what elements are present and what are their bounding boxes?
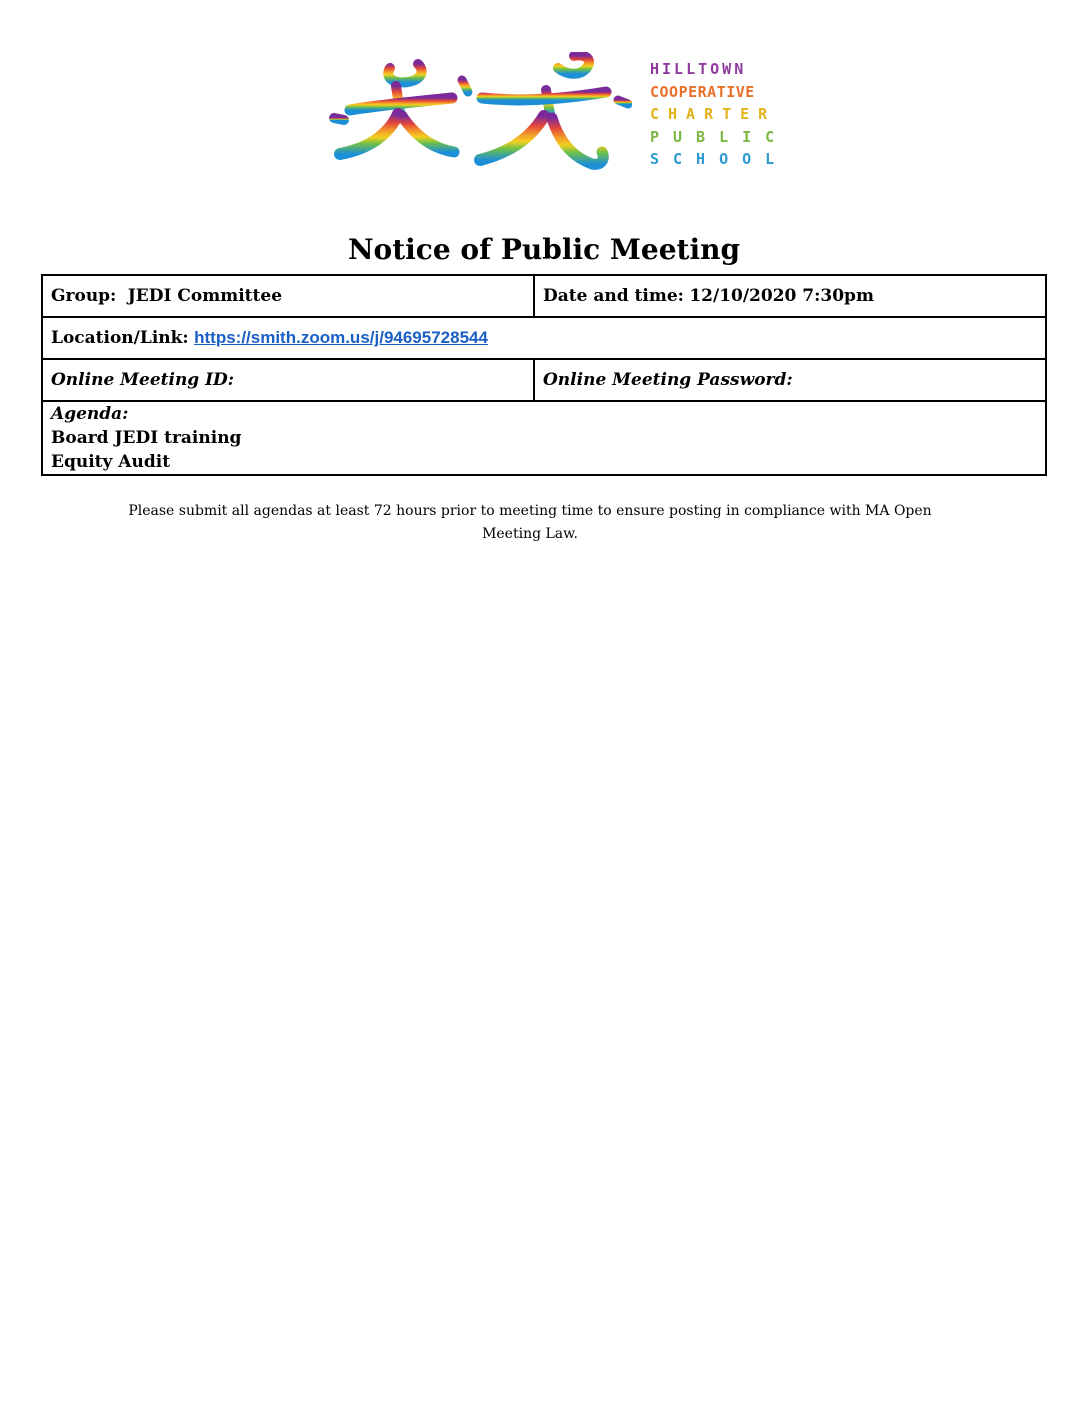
school-name xyxy=(650,58,800,171)
two-dancing-figures-logo xyxy=(322,52,632,180)
school-logo xyxy=(322,52,792,180)
table-row xyxy=(42,359,1046,401)
submission-note: Please submit all agendas at least 72 hours prior to meeting time to ensure posting in compliance with MA Open Meeting Law. xyxy=(128,503,932,542)
logo-line-public: PUBLIC xyxy=(650,127,789,146)
table-row xyxy=(42,401,1046,475)
meeting-id-label: Online Meeting ID: xyxy=(51,370,235,390)
agenda-item: Board JEDI training xyxy=(51,428,242,448)
agenda-item: Equity Audit xyxy=(51,452,171,472)
location-label: Location/Link: xyxy=(51,328,189,348)
datetime-label: Date and time: xyxy=(543,286,684,306)
datetime-cell xyxy=(534,275,1046,317)
zoom-meeting-link[interactable]: https://smith.zoom.us/j/94695728544 xyxy=(194,328,488,347)
location-cell xyxy=(42,317,1046,359)
group-cell xyxy=(42,275,534,317)
table-row xyxy=(42,317,1046,359)
meeting-id-cell xyxy=(42,359,534,401)
logo-line-hilltown: HILLTOWN xyxy=(650,60,747,78)
meeting-password-label: Online Meeting Password: xyxy=(543,370,793,390)
logo-line-charter: CHARTER xyxy=(650,105,777,123)
table-row xyxy=(42,275,1046,317)
logo-line-school: SCHOOL xyxy=(650,150,789,168)
logo-line-cooperative: COOPERATIVE xyxy=(650,82,755,101)
meeting-details-table xyxy=(41,274,1047,476)
group-value: JEDI Committee xyxy=(127,286,283,306)
agenda-label: Agenda: xyxy=(51,404,129,424)
meeting-password-cell xyxy=(534,359,1046,401)
page-title: Notice of Public Meeting xyxy=(347,233,741,266)
datetime-value: 12/10/2020 7:30pm xyxy=(689,286,874,306)
agenda-cell xyxy=(42,401,1046,475)
group-label: Group: xyxy=(51,286,117,306)
